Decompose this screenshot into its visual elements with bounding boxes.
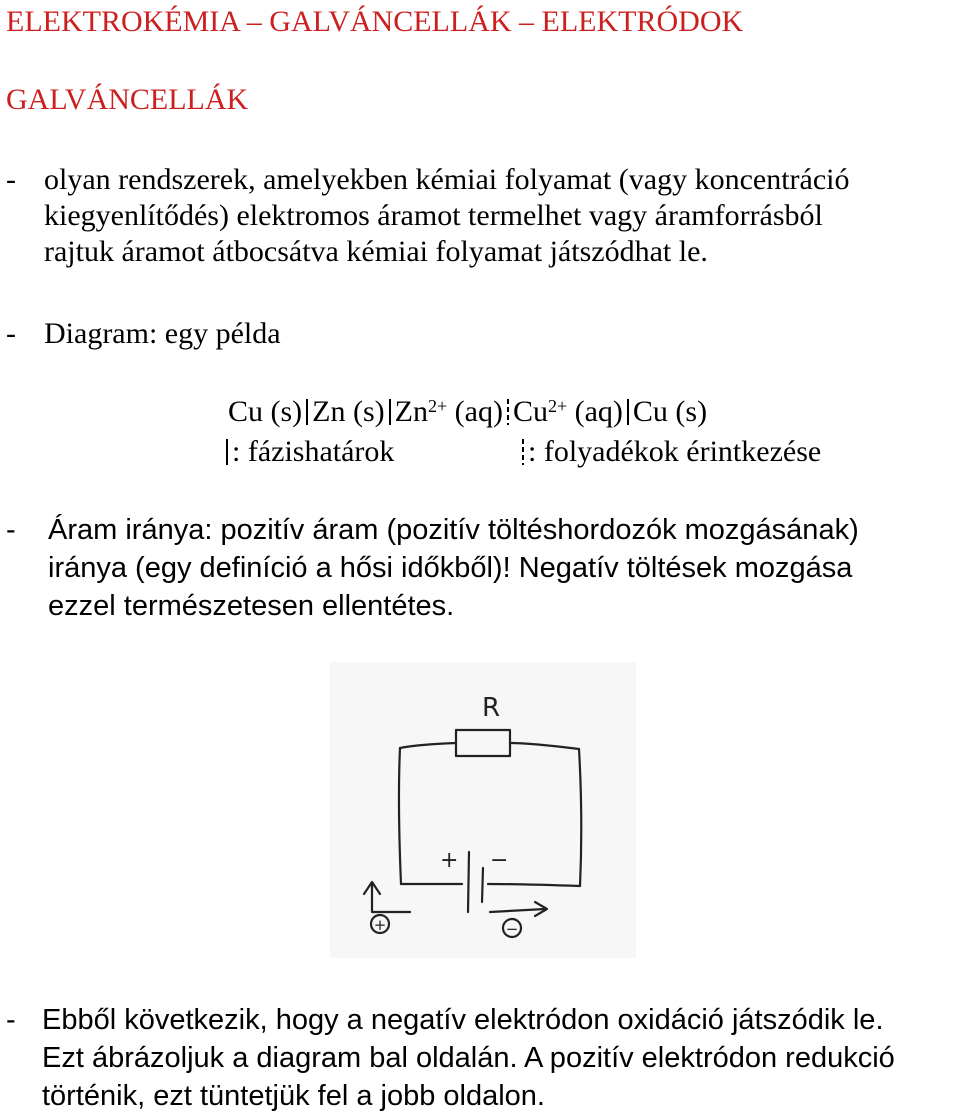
zn-solid: Zn (s) bbox=[312, 395, 385, 428]
text-line: Diagram: egy példa bbox=[44, 317, 281, 350]
circuit-drawing bbox=[330, 662, 636, 958]
phase-boundary-mark bbox=[226, 439, 228, 465]
negative-current-arrow bbox=[490, 909, 545, 912]
cu-ion: Cu bbox=[512, 395, 548, 428]
battery-plate-positive bbox=[468, 852, 469, 912]
wire-top-left bbox=[400, 743, 456, 748]
battery-plate-negative bbox=[482, 868, 483, 902]
negative-charge-sign: − bbox=[505, 920, 519, 938]
phase-boundary-mark bbox=[389, 399, 391, 425]
wire-right bbox=[579, 749, 581, 886]
bullet-dash: - bbox=[6, 514, 16, 546]
liquid-junction-mark bbox=[522, 439, 524, 465]
cu-charge: 2+ bbox=[547, 396, 568, 416]
battery-minus-label: − bbox=[490, 848, 509, 873]
text-line: kiegyenlítődés) elektromos áramot termelhet vagy áramforrásból bbox=[44, 199, 823, 232]
positive-charge-sign: + bbox=[373, 916, 387, 934]
zn-ion: Zn bbox=[394, 395, 428, 428]
text-line: ezzel természetesen ellentétes. bbox=[48, 590, 455, 622]
legend-liquid-junction bbox=[522, 434, 821, 470]
circuit-diagram bbox=[330, 662, 636, 958]
text-line: Áram iránya: pozitív áram (pozitív töltéshordozók mozgásának) bbox=[48, 514, 859, 546]
bullet-dash: - bbox=[6, 1004, 16, 1036]
section-title: GALVÁNCELLÁK bbox=[6, 83, 249, 116]
bullet-dash: - bbox=[6, 163, 16, 196]
text-line: történik, ezt tüntetjük fel a jobb oldalon. bbox=[42, 1080, 545, 1112]
aq-label: (aq) bbox=[574, 395, 623, 428]
legend-text: : fázishatárok bbox=[232, 435, 395, 468]
legend-phase-boundary bbox=[226, 434, 394, 470]
text-line: rajtuk áramot átbocsátva kémiai folyamat játszódhat le. bbox=[44, 235, 708, 268]
wire-left bbox=[399, 748, 401, 884]
phase-boundary-mark bbox=[306, 399, 308, 425]
legend-text: : folyadékok érintkezése bbox=[528, 435, 822, 468]
resistor-symbol bbox=[456, 730, 510, 756]
page-title: ELEKTROKÉMIA – GALVÁNCELLÁK – ELEKTRÓDOK bbox=[6, 5, 744, 38]
zn-charge: 2+ bbox=[427, 396, 448, 416]
cu-solid-right: Cu (s) bbox=[632, 395, 708, 428]
liquid-junction-mark bbox=[507, 399, 509, 425]
bullet-dash: - bbox=[6, 317, 16, 350]
cu-solid-left: Cu (s) bbox=[228, 395, 303, 428]
text-line: olyan rendszerek, amelyekben kémiai folyamat (vagy koncentráció bbox=[44, 163, 850, 196]
text-line: Ebből következik, hogy a negatív elektródon oxidáció játszódik le. bbox=[42, 1004, 884, 1036]
wire-bottom-right bbox=[488, 884, 580, 886]
phase-boundary-mark bbox=[627, 399, 629, 425]
battery-plus-label: + bbox=[440, 848, 459, 873]
aq-label: (aq) bbox=[454, 395, 503, 428]
text-line: Ezt ábrázoljuk a diagram bal oldalán. A pozitív elektródon redukció bbox=[42, 1042, 895, 1074]
text-line: iránya (egy definíció a hősi időkből)! Negatív töltések mozgása bbox=[48, 552, 853, 584]
wire-top-right bbox=[510, 743, 579, 749]
resistor-label: R bbox=[482, 693, 501, 723]
cell-notation bbox=[228, 394, 707, 430]
positive-current-arrow bbox=[372, 884, 410, 912]
